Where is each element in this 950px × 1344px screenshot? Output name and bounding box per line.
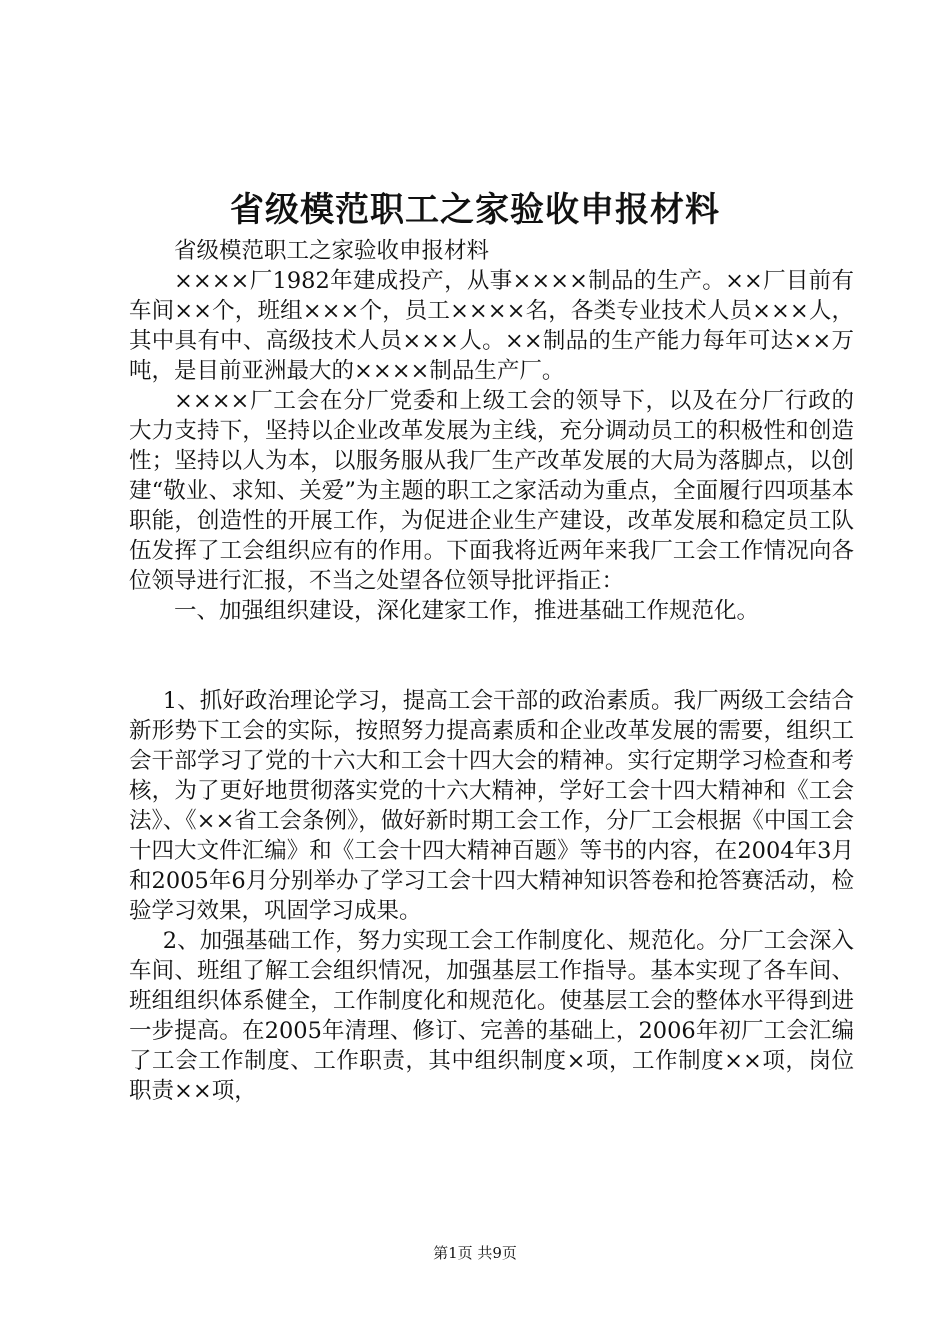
blank-line bbox=[129, 626, 854, 686]
section-heading-1: 一、加强组织建设，深化建家工作，推进基础工作规范化。 bbox=[174, 598, 760, 624]
document-body bbox=[129, 236, 854, 1106]
paragraph-factory-intro: ××××厂1982年建成投产，从事××××制品的生产。××厂目前有车间××个，班组×××个，员工××××名，各类专业技术人员×××人，其中具有中、高级技术人员×××人。××制品的生产能力每年可达××万吨，是目前亚洲最大的××××制品生产厂。 bbox=[129, 268, 854, 384]
paragraph-subtitle: 省级模范职工之家验收申报材料 bbox=[174, 238, 490, 264]
document-title: 省级模范职工之家验收申报材料 bbox=[230, 190, 720, 230]
paragraph-item-1: 1、抓好政治理论学习，提高工会干部的政治素质。我厂两级工会结合新形势下工会的实际，按照努力提高素质和企业改革发展的需要，组织工会干部学习了党的十六大和工会十四大会的精神。实行定期学习检查和考核，为了更好地贯彻落实党的十六大精神，学好工会十四大精神和《工会法》、《××省工会条例》，做好新时期工会工作，分厂工会根据《中国工会十四大文件汇编》和《工会十四大精神百题》等书的内容，在2004年3月和2005年6月分别举办了学习工会十四大精神知识答卷和抢答赛活动，检验学习效果，巩固学习成果。 bbox=[129, 688, 854, 924]
paragraph-item-2: 2、加强基础工作，努力实现工会工作制度化、规范化。分厂工会深入车间、班组了解工会组织情况，加强基层工作指导。基本实现了各车间、班组组织体系健全，工作制度化和规范化。使基层工会的整体水平得到进一步提高。在2005年清理、修订、完善的基础上，2006年初厂工会汇编了工会工作制度、工作职责，其中组织制度×项，工作制度××项，岗位职责××项， bbox=[129, 928, 854, 1104]
page-footer: 第1页 共9页 bbox=[433, 1244, 517, 1262]
paragraph-union-overview: ××××厂工会在分厂党委和上级工会的领导下，以及在分厂行政的大力支持下，坚持以企业改革发展为主线，充分调动员工的积极性和创造性；坚持以人为本，以服务服从我厂生产改革发展的大局为落脚点，以创建“敬业、求知、关爱”为主题的职工之家活动为重点，全面履行四项基本职能，创造性的开展工作，为促进企业生产建设，改革发展和稳定员工队伍发挥了工会组织应有的作用。下面我将近两年来我厂工会工作情况向各位领导进行汇报，不当之处望各位领导批评指正： bbox=[129, 388, 854, 594]
